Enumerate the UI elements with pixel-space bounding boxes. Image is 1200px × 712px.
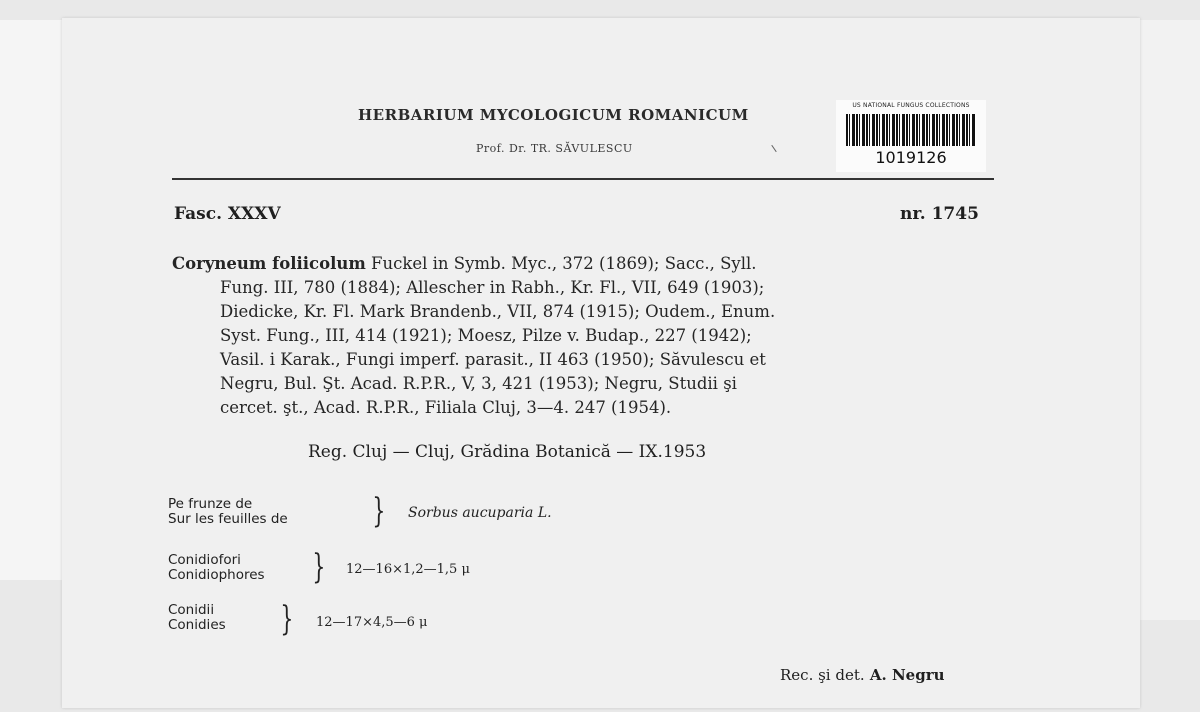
brace-icon: }	[280, 599, 294, 639]
specimen-number: nr. 1745	[900, 204, 979, 224]
collector-credit: Rec. şi det. A. Negru	[780, 666, 945, 684]
fascicle: Fasc. XXXV	[174, 204, 281, 224]
conidiophores-size: 12—16×1,2—1,5 μ	[346, 562, 470, 577]
brace-icon: }	[372, 491, 386, 531]
citation-line: Fung. III, 780 (1884); Allescher in Rabh., Kr. Fl., VII, 649 (1903);	[220, 278, 765, 297]
host-species: Sorbus aucuparia L.	[408, 505, 552, 521]
species-name: Coryneum foliicolum	[172, 254, 366, 273]
herbarium-title: HERBARIUM MYCOLOGICUM ROMANICUM	[358, 106, 749, 124]
conidia-size: 12—17×4,5—6 μ	[316, 615, 428, 630]
header-divider	[172, 178, 994, 180]
background-sheet-right	[1139, 20, 1200, 620]
citation-line: Diedicke, Kr. Fl. Mark Brandenb., VII, 874 (1915); Oudem., Enum.	[220, 302, 776, 321]
herbarium-subtitle: Prof. Dr. TR. SĂVULESCU	[476, 142, 633, 155]
conidia-label: Conidii Conidies	[168, 602, 226, 633]
barcode-caption: US NATIONAL FUNGUS COLLECTIONS	[852, 102, 970, 109]
citation-line: Negru, Bul. Şt. Acad. R.P.R., V, 3, 421 (1953); Negru, Studii şi	[220, 374, 737, 393]
citation-line: cercet. şt., Acad. R.P.R., Filiala Cluj, 3—4. 247 (1954).	[220, 398, 672, 417]
barcode-label	[836, 100, 986, 172]
citation-line: Vasil. i Karak., Fungi imperf. parasit., II 463 (1950); Săvulescu et	[220, 350, 766, 369]
citation-line: Syst. Fung., III, 414 (1921); Moesz, Pilze v. Budap., 227 (1942);	[220, 326, 752, 345]
conidiophores-label: Conidiofori Conidiophores	[168, 552, 265, 583]
host-label: Pe frunze de Sur les feuilles de	[168, 496, 288, 527]
barcode-number: 1019126	[875, 148, 947, 167]
collector-name: A. Negru	[869, 666, 945, 684]
locality: Reg. Cluj — Cluj, Grădina Botanică — IX.1953	[308, 442, 707, 462]
barcode-icon	[846, 114, 976, 146]
background-sheet-left	[0, 20, 71, 580]
citation-paragraph	[172, 252, 1002, 420]
brace-icon: }	[312, 547, 326, 587]
citation-line: Coryneum foliicolum Fuckel in Symb. Myc., 372 (1869); Sacc., Syll.	[172, 254, 757, 273]
